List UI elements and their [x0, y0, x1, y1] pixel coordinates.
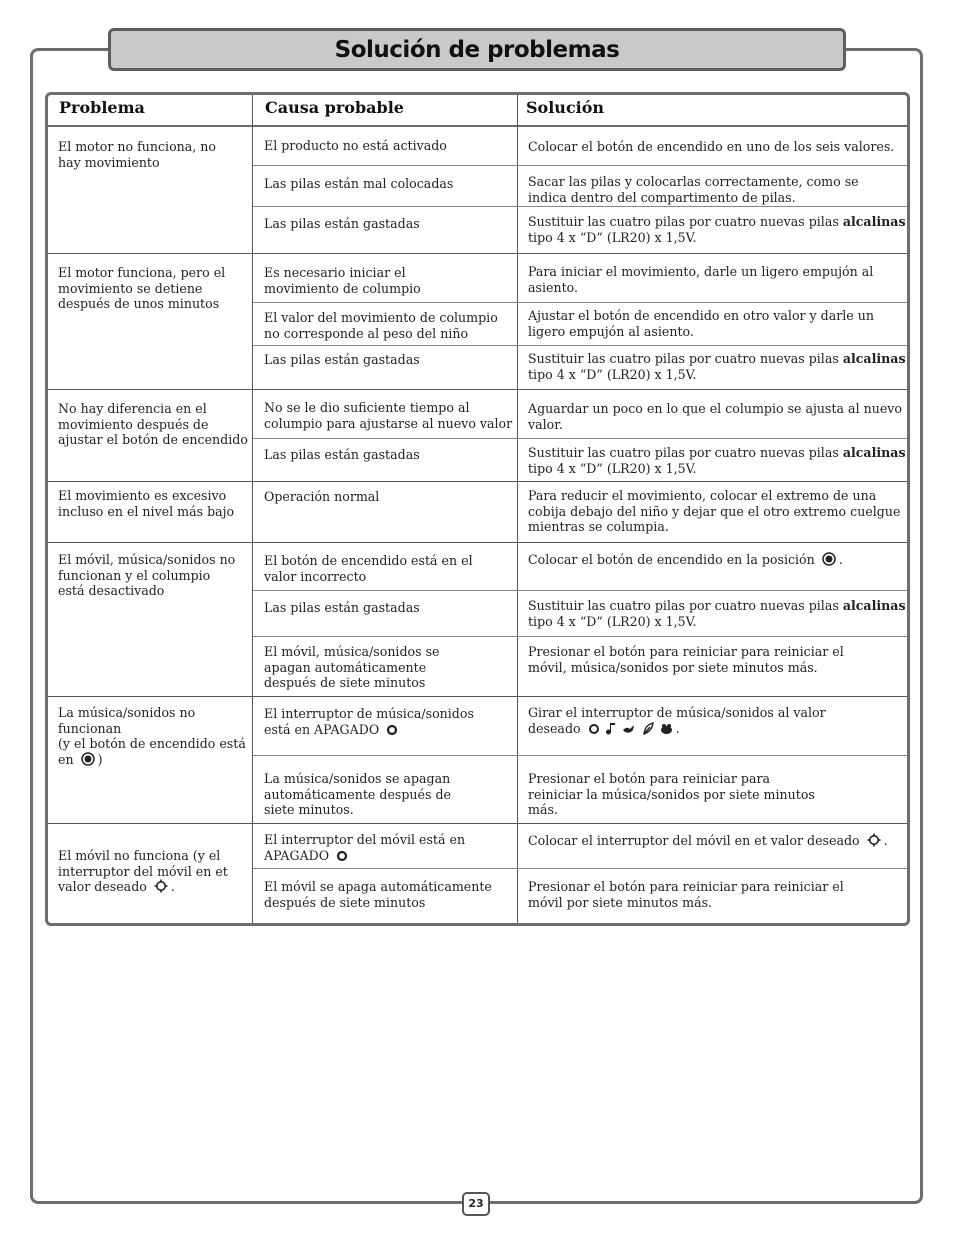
solution-cell: Sustituir las cuatro pilas por cuatro nuevas pilas alcalinas tipo 4 x “D” (LR20) x 1,5V. — [528, 214, 906, 245]
bird-icon — [622, 723, 636, 735]
leaf-icon — [642, 722, 654, 735]
solution-cell: Sustituir las cuatro pilas por cuatro nuevas pilas alcalinas tipo 4 x “D” (LR20) x 1,5V. — [528, 598, 906, 629]
cause-cell: El botón de encendido está en el valor incorrecto — [264, 553, 473, 584]
troubleshooting-table — [45, 92, 910, 926]
row-divider — [48, 481, 907, 482]
header-cause: Causa probable — [265, 98, 404, 117]
page-number: 23 — [462, 1192, 490, 1216]
subrow-divider — [253, 206, 907, 207]
page-title: Solución de problemas — [334, 36, 620, 63]
music-note-icon — [606, 722, 616, 735]
solution-cell: Presionar el botón para reiniciar para reiniciar la música/sonidos por siete minutos más. — [528, 771, 815, 817]
solution-cell: Presionar el botón para reiniciar para reiniciar el móvil, música/sonidos por siete minutos más. — [528, 644, 844, 675]
problem-cell: La música/sonidos no funcionan (y el botón de encendido está en ) — [58, 705, 246, 767]
table-header — [48, 95, 907, 127]
power-on-position-icon — [81, 752, 95, 766]
mobile-on-icon — [154, 879, 168, 893]
subrow-divider — [253, 755, 907, 756]
frog-icon — [660, 723, 673, 735]
solution-cell: Girar el interruptor de música/sonidos al valor deseado . — [528, 705, 826, 736]
subrow-divider — [253, 302, 907, 303]
title-banner — [108, 28, 846, 71]
off-icon — [386, 724, 398, 736]
cause-cell: El móvil, música/sonidos se apagan automáticamente después de siete minutos — [264, 644, 440, 690]
header-solution: Solución — [526, 98, 605, 117]
row-divider — [48, 253, 907, 254]
off-icon — [588, 723, 600, 735]
cause-cell: No se le dio suficiente tiempo al columpio para ajustarse al nuevo valor — [264, 400, 513, 431]
cause-cell: El producto no está activado — [264, 138, 447, 153]
cause-cell: Las pilas están gastadas — [264, 216, 420, 231]
subrow-divider — [253, 590, 907, 591]
solution-cell: Para iniciar el movimiento, darle un ligero empujón al asiento. — [528, 264, 874, 295]
subrow-divider — [253, 438, 907, 439]
cause-cell: Las pilas están gastadas — [264, 352, 420, 367]
cause-cell: La música/sonidos se apagan automáticamente después de siete minutos. — [264, 771, 451, 817]
problem-cell: El motor funciona, pero el movimiento se detiene después de unos minutos — [58, 265, 226, 311]
row-divider — [48, 389, 907, 390]
solution-cell: Sacar las pilas y colocarlas correctamente, como se indica dentro del compartimento de pilas. — [528, 174, 859, 205]
problem-cell: El movimiento es excesivo incluso en el nivel más bajo — [58, 488, 235, 519]
cause-cell: El móvil se apaga automáticamente después de siete minutos — [264, 879, 492, 910]
row-divider — [48, 542, 907, 543]
solution-cell: Aguardar un poco en lo que el columpio se ajusta al nuevo valor. — [528, 401, 902, 432]
row-divider — [48, 696, 907, 697]
solution-cell: Presionar el botón para reiniciar para reiniciar el móvil por siete minutos más. — [528, 879, 844, 910]
solution-cell: Para reducir el movimiento, colocar el extremo de una cobija debajo del niño y dejar que el otro extremo cuelgue mientras se columpia. — [528, 488, 901, 534]
cause-cell: El interruptor de música/sonidos está en APAGADO — [264, 706, 474, 737]
power-on-position-icon — [822, 552, 836, 566]
mobile-on-icon — [867, 833, 881, 847]
column-divider — [252, 95, 253, 923]
problem-cell: El móvil, música/sonidos no funcionan y el columpio está desactivado — [58, 552, 236, 598]
cause-cell: Las pilas están gastadas — [264, 447, 420, 462]
solution-cell: Ajustar el botón de encendido en otro valor y darle un ligero empujón al asiento. — [528, 308, 874, 339]
cause-cell: Las pilas están gastadas — [264, 600, 420, 615]
problem-cell: No hay diferencia en el movimiento después de ajustar el botón de encendido — [58, 401, 248, 447]
solution-cell: Colocar el botón de encendido en uno de los seis valores. — [528, 139, 895, 154]
cause-cell: Las pilas están mal colocadas — [264, 176, 454, 191]
cause-cell: El interruptor del móvil está en APAGADO — [264, 832, 466, 863]
subrow-divider — [253, 868, 907, 869]
subrow-divider — [253, 636, 907, 637]
subrow-divider — [253, 165, 907, 166]
row-divider — [48, 823, 907, 824]
cause-cell: El valor del movimiento de columpio no corresponde al peso del niño — [264, 310, 498, 341]
header-problem: Problema — [59, 98, 145, 117]
solution-cell: Sustituir las cuatro pilas por cuatro nuevas pilas alcalinas tipo 4 x “D” (LR20) x 1,5V. — [528, 351, 906, 382]
subrow-divider — [253, 345, 907, 346]
solution-cell: Colocar el interruptor del móvil en et valor deseado . — [528, 833, 888, 848]
problem-cell: El motor no funciona, no hay movimiento — [58, 139, 216, 170]
problem-cell: El móvil no funciona (y el interruptor del móvil en et valor deseado . — [58, 848, 228, 894]
off-icon — [336, 850, 348, 862]
column-divider — [517, 95, 518, 923]
solution-cell: Colocar el botón de encendido en la posición . — [528, 552, 843, 567]
cause-cell: Operación normal — [264, 489, 380, 504]
solution-cell: Sustituir las cuatro pilas por cuatro nuevas pilas alcalinas tipo 4 x “D” (LR20) x 1,5V. — [528, 445, 906, 476]
cause-cell: Es necesario iniciar el movimiento de columpio — [264, 265, 421, 296]
